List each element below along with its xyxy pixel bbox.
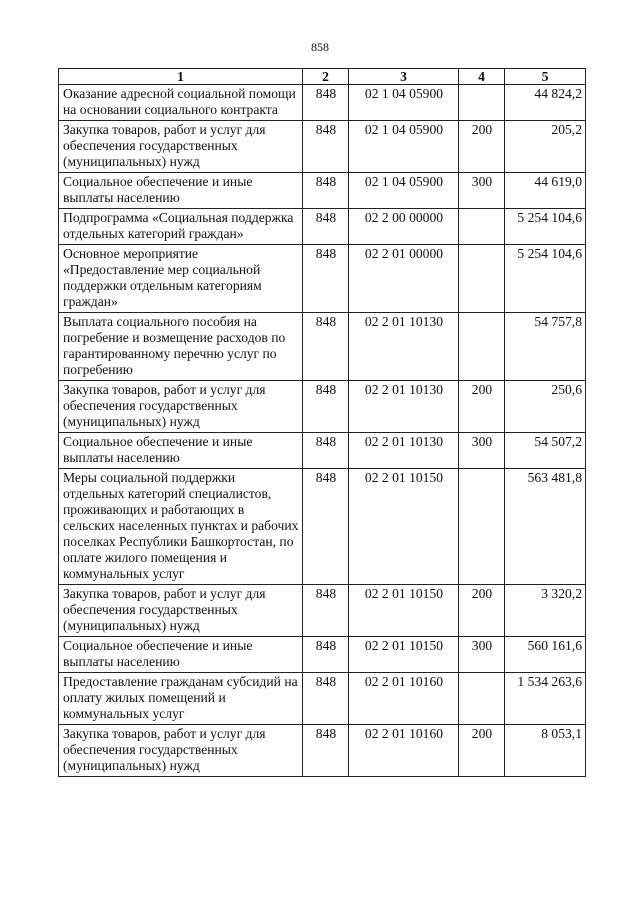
row-target-article-cell: 02 1 04 05900 <box>349 85 459 121</box>
row-amount-cell: 44 619,0 <box>505 173 586 209</box>
row-code-cell: 848 <box>303 121 349 173</box>
row-amount-cell: 1 534 263,6 <box>505 673 586 725</box>
row-code-cell: 848 <box>303 209 349 245</box>
row-target-article-cell: 02 2 01 10150 <box>349 469 459 585</box>
row-code-cell: 848 <box>303 585 349 637</box>
header-cell: 1 <box>59 69 303 85</box>
table-row <box>59 637 586 673</box>
row-code-cell: 848 <box>303 245 349 313</box>
row-name-cell: Оказание адресной социальной помощи на основании социального контракта <box>59 85 303 121</box>
row-target-article-cell: 02 2 01 10130 <box>349 433 459 469</box>
table-row <box>59 313 586 381</box>
table-row <box>59 381 586 433</box>
row-code-cell: 848 <box>303 381 349 433</box>
table-row <box>59 245 586 313</box>
row-name-cell: Социальное обеспечение и иные выплаты населению <box>59 173 303 209</box>
row-target-article-cell: 02 2 01 10160 <box>349 725 459 777</box>
row-target-article-cell: 02 2 01 10130 <box>349 381 459 433</box>
page-number: 858 <box>311 40 329 54</box>
table-row <box>59 85 586 121</box>
row-name-cell: Выплата социального пособия на погребение и возмещение расходов по гарантированному перечню услуг по погребению <box>59 313 303 381</box>
row-expense-type-cell: 300 <box>459 173 505 209</box>
row-expense-type-cell <box>459 313 505 381</box>
row-expense-type-cell <box>459 469 505 585</box>
row-expense-type-cell <box>459 673 505 725</box>
row-name-cell: Основное мероприятие «Предоставление мер социальной поддержки отдельным категориям граждан» <box>59 245 303 313</box>
table-row <box>59 673 586 725</box>
row-amount-cell: 54 757,8 <box>505 313 586 381</box>
row-code-cell: 848 <box>303 433 349 469</box>
row-expense-type-cell: 300 <box>459 637 505 673</box>
row-amount-cell: 205,2 <box>505 121 586 173</box>
row-expense-type-cell: 200 <box>459 381 505 433</box>
row-name-cell: Закупка товаров, работ и услуг для обеспечения государственных (муниципальных) нужд <box>59 381 303 433</box>
row-name-cell: Закупка товаров, работ и услуг для обеспечения государственных (муниципальных) нужд <box>59 585 303 637</box>
table-row <box>59 173 586 209</box>
row-code-cell: 848 <box>303 313 349 381</box>
row-amount-cell: 54 507,2 <box>505 433 586 469</box>
row-expense-type-cell: 200 <box>459 725 505 777</box>
row-target-article-cell: 02 1 04 05900 <box>349 121 459 173</box>
row-expense-type-cell <box>459 85 505 121</box>
row-amount-cell: 8 053,1 <box>505 725 586 777</box>
row-amount-cell: 3 320,2 <box>505 585 586 637</box>
row-target-article-cell: 02 2 01 10160 <box>349 673 459 725</box>
header-cell: 2 <box>303 69 349 85</box>
row-name-cell: Социальное обеспечение и иные выплаты населению <box>59 637 303 673</box>
row-amount-cell: 44 824,2 <box>505 85 586 121</box>
table-header-row <box>59 69 586 85</box>
row-amount-cell: 250,6 <box>505 381 586 433</box>
row-expense-type-cell: 200 <box>459 121 505 173</box>
row-name-cell: Социальное обеспечение и иные выплаты населению <box>59 433 303 469</box>
row-target-article-cell: 02 2 01 00000 <box>349 245 459 313</box>
budget-table <box>58 68 586 777</box>
row-target-article-cell: 02 1 04 05900 <box>349 173 459 209</box>
row-name-cell: Подпрограмма «Социальная поддержка отдельных категорий граждан» <box>59 209 303 245</box>
row-code-cell: 848 <box>303 85 349 121</box>
row-amount-cell: 5 254 104,6 <box>505 245 586 313</box>
row-amount-cell: 563 481,8 <box>505 469 586 585</box>
row-target-article-cell: 02 2 00 00000 <box>349 209 459 245</box>
row-name-cell: Предоставление гражданам субсидий на оплату жилых помещений и коммунальных услуг <box>59 673 303 725</box>
row-name-cell: Закупка товаров, работ и услуг для обеспечения государственных (муниципальных) нужд <box>59 121 303 173</box>
table-row <box>59 725 586 777</box>
header-cell: 4 <box>459 69 505 85</box>
row-code-cell: 848 <box>303 469 349 585</box>
table-body <box>59 85 586 777</box>
row-expense-type-cell: 300 <box>459 433 505 469</box>
header-cell: 3 <box>349 69 459 85</box>
row-code-cell: 848 <box>303 637 349 673</box>
row-name-cell: Меры социальной поддержки отдельных категорий специалистов, проживающих и работающих в сельских населенных пунктах и рабочих поселках Республики Башкортостан, по оплате жилого помещения и коммунальных услуг <box>59 469 303 585</box>
table-row <box>59 121 586 173</box>
row-expense-type-cell <box>459 209 505 245</box>
row-target-article-cell: 02 2 01 10130 <box>349 313 459 381</box>
table-row <box>59 585 586 637</box>
row-amount-cell: 560 161,6 <box>505 637 586 673</box>
row-amount-cell: 5 254 104,6 <box>505 209 586 245</box>
table-row <box>59 209 586 245</box>
row-target-article-cell: 02 2 01 10150 <box>349 637 459 673</box>
row-expense-type-cell <box>459 245 505 313</box>
row-code-cell: 848 <box>303 673 349 725</box>
table-row <box>59 469 586 585</box>
row-code-cell: 848 <box>303 725 349 777</box>
row-expense-type-cell: 200 <box>459 585 505 637</box>
row-code-cell: 848 <box>303 173 349 209</box>
row-target-article-cell: 02 2 01 10150 <box>349 585 459 637</box>
row-name-cell: Закупка товаров, работ и услуг для обеспечения государственных (муниципальных) нужд <box>59 725 303 777</box>
header-cell: 5 <box>505 69 586 85</box>
table-row <box>59 433 586 469</box>
